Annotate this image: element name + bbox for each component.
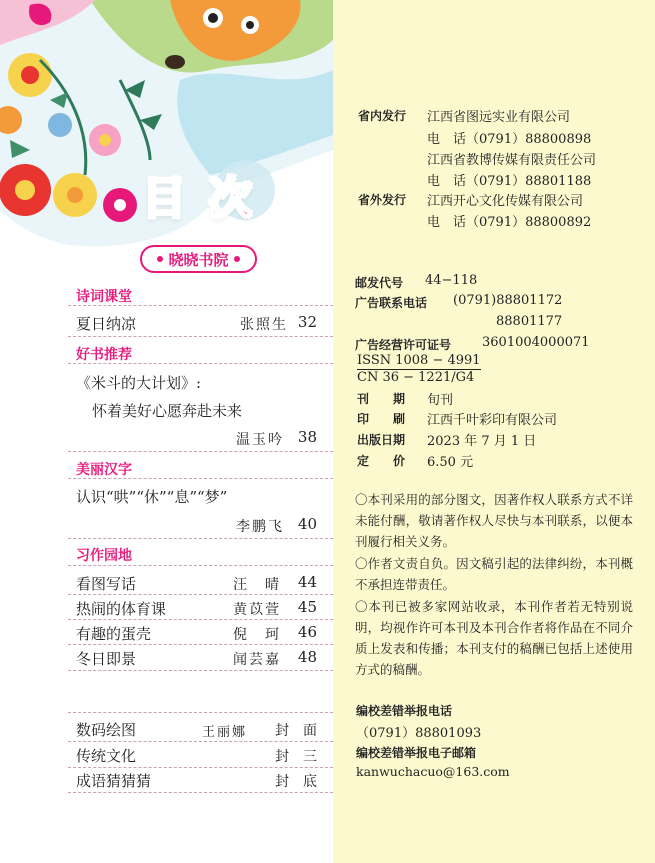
divider — [68, 619, 333, 620]
divider — [68, 305, 333, 306]
extra-page: 封 底 — [275, 774, 317, 790]
printer: 江西千叶彩印有限公司 — [427, 413, 558, 428]
overseas-label: 省外发行 — [358, 193, 407, 207]
ad-license: 3601004000071 — [482, 335, 590, 350]
divider — [68, 594, 333, 595]
toc-entry-author: 李鹏飞 — [236, 519, 284, 535]
toc-entry-author: 倪 珂 — [233, 627, 281, 643]
toc-entry-page: 45 — [297, 598, 317, 616]
domestic-label: 省内发行 — [358, 109, 407, 123]
distributor-name: 江西省图远实业有限公司 — [427, 110, 571, 125]
toc-entry-page: 32 — [297, 313, 317, 331]
price: 6.50 元 — [427, 455, 474, 470]
toc-entry-title[interactable]: 看图写话 — [76, 575, 137, 593]
toc-entry-author: 闻芸嘉 — [233, 652, 281, 668]
ad-license-label: 广告经营许可证号 — [355, 338, 452, 352]
extra-author: 王丽娜 — [202, 725, 248, 740]
notice-paragraph: 〇作者文责自负。因文稿引起的法律纠纷，本刊概不承担连带责任。 — [355, 556, 633, 592]
distributor-name: 江西省教博传媒有限责任公司 — [427, 153, 597, 168]
badge-dot-icon — [234, 256, 240, 262]
divider — [68, 478, 333, 479]
ad-phone-1: (0791)88801172 — [453, 293, 563, 308]
distributor-name: 江西开心文化传媒有限公司 — [427, 194, 584, 209]
period: 旬刊 — [427, 393, 454, 408]
toc-entry-page: 40 — [297, 515, 317, 533]
divider — [68, 792, 333, 793]
publish-date: 2023 年 7 月 1 日 — [427, 434, 537, 449]
ad-phone-label: 广告联系电话 — [355, 296, 428, 310]
report-phone: （0791）88801093 — [356, 726, 482, 741]
report-email[interactable]: kanwuchacuo@163.com — [356, 764, 510, 779]
toc-entry-title[interactable]: 热闹的体育课 — [76, 600, 167, 618]
print-label: 印 刷 — [357, 412, 406, 426]
issn: ISSN 1008 − 4991 — [357, 353, 481, 368]
divider — [68, 670, 333, 671]
toc-entry-title[interactable]: 《米斗的大计划》: — [76, 374, 202, 392]
notice-paragraph: 〇本刊已被多家网站收录，本刊作者若无特别说明，均视作许可本刊及本刊合作者将作品在不同介质上发表和传播；本刊支付的稿酬已包括上述使用方式的稿酬。 — [355, 599, 633, 677]
notice-paragraph: 〇本刊采用的部分图文，因著作权人联系方式不详未能付酬，敬请著作权人尽快与本刊联系，以便本刊履行相关义务。 — [355, 492, 633, 549]
ad-phone-2: 88801177 — [496, 314, 563, 329]
toc-entry-page: 44 — [297, 573, 317, 591]
divider — [68, 451, 333, 452]
price-label: 定 价 — [357, 454, 406, 468]
toc-entry-author: 汪 晴 — [233, 577, 281, 593]
divider — [68, 565, 333, 566]
divider — [68, 644, 333, 645]
extra-page: 封 三 — [275, 749, 317, 765]
toc-entry-page: 46 — [297, 623, 317, 641]
divider — [68, 741, 333, 742]
badge-dot-icon — [157, 256, 163, 262]
toc-title-char: 次 — [208, 173, 252, 224]
report-email-label: 编校差错举报电子邮箱 — [356, 746, 477, 760]
toc-entry-author: 张照生 — [240, 317, 288, 333]
extra-title[interactable]: 传统文化 — [76, 747, 137, 765]
column-badge — [140, 245, 257, 273]
toc-entry-title[interactable]: 夏日纳凉 — [76, 315, 137, 333]
divider — [68, 712, 333, 713]
section-title: 好书推荐 — [76, 347, 132, 363]
toc-entry-subtitle[interactable]: 怀着美好心愿奔赴未来 — [92, 402, 243, 420]
postal-code: 44−118 — [425, 273, 478, 288]
distributor-phone: 电 话（0791）88801188 — [427, 174, 592, 189]
extra-page: 封 面 — [275, 723, 317, 739]
section-title: 习作园地 — [76, 548, 132, 564]
toc-entry-page: 48 — [297, 648, 317, 666]
toc-entry-title[interactable]: 认识“哄”“休”“息”“梦” — [76, 488, 228, 506]
toc-title — [142, 162, 282, 224]
report-phone-label: 编校差错举报电话 — [356, 704, 453, 718]
distributor-phone: 电 话（0791）88800898 — [427, 132, 592, 147]
period-label: 刊 期 — [357, 392, 406, 406]
badge-label: 晓晓书院 — [168, 250, 229, 269]
section-title: 美丽汉字 — [76, 462, 132, 478]
extra-title[interactable]: 成语猜猜猜 — [76, 772, 152, 790]
distributor-phone: 电 话（0791）88800892 — [427, 215, 592, 230]
divider — [68, 363, 333, 364]
divider — [68, 767, 333, 768]
date-label: 出版日期 — [357, 433, 406, 447]
toc-entry-page: 38 — [297, 428, 317, 446]
toc-title-char: 目 — [142, 173, 186, 224]
section-title: 诗词课堂 — [76, 289, 132, 305]
divider — [68, 538, 333, 539]
toc-entry-title[interactable]: 冬日即景 — [76, 650, 137, 668]
toc-entry-author: 黄苡萱 — [233, 602, 281, 618]
extra-title[interactable]: 数码绘图 — [76, 721, 137, 739]
divider — [68, 336, 333, 337]
toc-entry-title[interactable]: 有趣的蛋壳 — [76, 625, 152, 643]
postal-code-label: 邮发代号 — [355, 276, 404, 290]
toc-entry-author: 温玉吟 — [236, 432, 284, 448]
cn-number: CN 36 − 1221/G4 — [357, 370, 475, 385]
